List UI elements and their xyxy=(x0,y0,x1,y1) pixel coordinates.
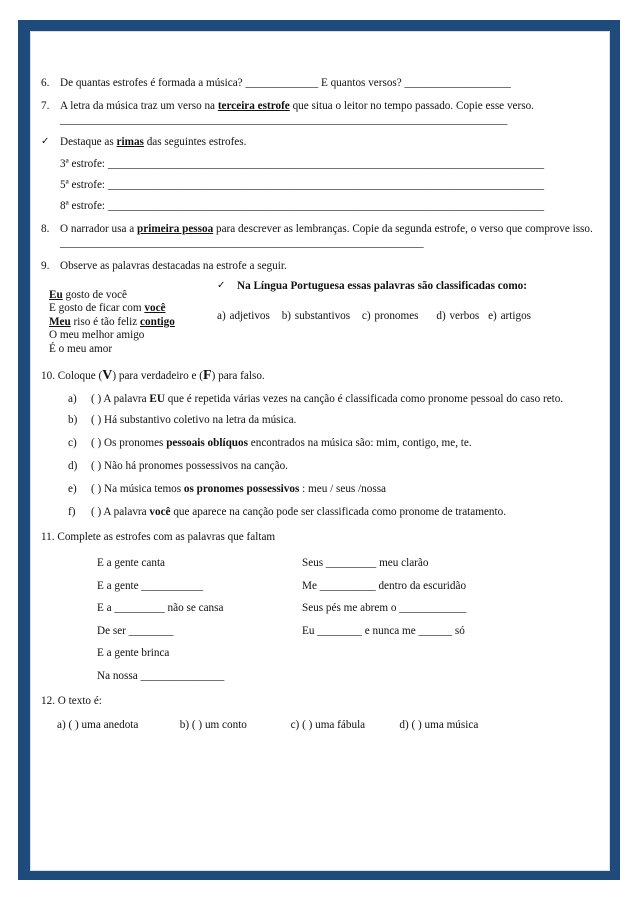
question-7 xyxy=(41,99,597,127)
poem-line: É o meu amor xyxy=(49,342,113,355)
question-text-cont: das seguintes estrofes. xyxy=(143,136,247,148)
question-text: A letra da música traz um verso na xyxy=(60,100,218,112)
emphasis: primeira pessoa xyxy=(137,223,214,235)
highlighted-word: você xyxy=(144,302,166,315)
stanza-line: E a _________ não se cansa xyxy=(97,602,224,614)
true-marker: V xyxy=(102,368,113,383)
classification-question xyxy=(217,279,539,323)
answer-line: 3ª estrofe: ______________________________________________________________________________ xyxy=(60,158,545,170)
classification-heading xyxy=(217,279,539,293)
statement-f xyxy=(41,505,597,519)
question-9 xyxy=(41,259,597,273)
poem-text: riso é tão feliz xyxy=(70,315,141,328)
question-12-options xyxy=(41,718,597,732)
option-c: c) pronomes xyxy=(361,310,419,322)
question-12: 12. O texto é: xyxy=(41,695,102,707)
statement-label: e) xyxy=(68,483,77,495)
question-text-cont: que situa o leitor no tempo passado. Copie esse verso. ________________________________________________________________________________ xyxy=(60,100,534,126)
emphasis: EU xyxy=(149,393,165,405)
question-9-body xyxy=(41,279,597,361)
emphasis: pessoais oblíquos xyxy=(166,437,248,449)
option-b: b) ( ) um conto xyxy=(179,719,247,731)
heading-text: Na Língua Portuguesa essas palavras são classificadas como: xyxy=(237,280,527,292)
option-b: b) substantivos xyxy=(281,310,351,322)
poem-text: E gosto de ficar com xyxy=(49,302,145,315)
rimas-task xyxy=(41,135,597,149)
question-text: 10. Coloque ( xyxy=(41,370,103,382)
worksheet-content xyxy=(41,38,597,732)
statement-text: ( ) Na música temos xyxy=(91,483,184,495)
question-text-end: ) para falso. xyxy=(211,370,265,382)
stanza-line: Na nossa _______________ xyxy=(97,669,225,682)
stanza-line: Me __________ dentro da escuridão xyxy=(302,579,467,592)
worksheet xyxy=(30,31,610,871)
false-marker: F xyxy=(203,368,212,383)
statement-text-cont: encontrados na música são: mim, contigo, me, te. xyxy=(247,437,472,449)
statement-text: ( ) Não há pronomes possessivos na canção. xyxy=(91,460,288,472)
question-text: Destaque as xyxy=(60,136,117,148)
question-text: Observe as palavras destacadas na estrofe a seguir. xyxy=(60,260,287,272)
option-d: d) ( ) uma música xyxy=(399,719,479,731)
stanza-line: Eu ________ e nunca me ______ só xyxy=(302,624,465,637)
statement-e xyxy=(41,482,597,496)
statement-c xyxy=(41,436,597,450)
statement-text: ( ) Há substantivo coletivo na letra da música. xyxy=(91,414,297,426)
question-text: De quantas estrofes é formada a música? _____________ E quantos versos? ___________________ xyxy=(60,77,511,89)
emphasis: terceira estrofe xyxy=(217,100,290,112)
statement-d xyxy=(41,459,597,473)
question-10 xyxy=(41,369,597,383)
stanza-line: E a gente ___________ xyxy=(97,579,203,592)
answer-line: 8ª estrofe: ______________________________________________________________________________ xyxy=(60,200,545,212)
statement-b xyxy=(41,413,597,427)
question-number: 7. xyxy=(41,100,50,112)
poem-text: gosto de você xyxy=(62,289,127,301)
checkmark-icon: ✓ xyxy=(217,280,226,291)
stanza-right xyxy=(302,556,466,646)
stanza-line: Seus _________ meu clarão xyxy=(302,557,429,569)
highlighted-word: contigo xyxy=(140,315,175,328)
option-a: a) adjetivos xyxy=(217,310,270,322)
statement-label: c) xyxy=(68,437,77,449)
answer-options xyxy=(217,309,539,323)
statement-label: f) xyxy=(68,506,76,518)
poem-line: O meu melhor amigo xyxy=(49,329,145,342)
poem-line xyxy=(49,289,175,302)
statement-text-cont: : meu / seus /nossa xyxy=(299,483,387,495)
stanza-line: De ser ________ xyxy=(97,624,174,637)
question-11: 11. Complete as estrofes com as palavras que faltam xyxy=(41,531,276,543)
option-d: d) verbos xyxy=(436,310,480,322)
option-c: c) ( ) uma fábula xyxy=(290,719,366,731)
answer-line: 5ª estrofe: ______________________________________________________________________________ xyxy=(60,179,545,191)
statement-a xyxy=(41,392,597,406)
stanza-line: Seus pés me abrem o ____________ xyxy=(302,602,467,614)
page-border xyxy=(18,20,620,880)
statement-text-cont: que é repetida várias vezes na canção é classificada como pronome pessoal do caso reto. xyxy=(164,393,564,405)
statement-text-cont: que aparece na canção pode ser classificada como pronome de tratamento. xyxy=(170,506,506,518)
statement-text: ( ) A palavra xyxy=(91,393,150,405)
stanza-left xyxy=(97,556,224,691)
statement-label: b) xyxy=(68,414,78,426)
poem-stanza xyxy=(49,289,175,356)
question-number: 9. xyxy=(41,260,50,272)
statement-label: a) xyxy=(68,393,77,405)
question-text-cont: para descrever as lembranças. Copie da segunda estrofe, o verso que comprove isso. _________________________________________________________________ xyxy=(60,223,593,249)
statement-text: ( ) A palavra xyxy=(91,506,150,518)
question-6 xyxy=(41,76,597,90)
question-text: O narrador usa a xyxy=(60,223,138,235)
emphasis: rimas xyxy=(116,136,144,148)
emphasis: você xyxy=(149,506,171,518)
highlighted-word: Meu xyxy=(49,315,71,328)
emphasis: os pronomes possessivos xyxy=(183,483,300,495)
question-8 xyxy=(41,222,597,250)
question-text-cont: ) para verdadeiro e ( xyxy=(112,370,204,382)
stanza-line: E a gente brinca xyxy=(97,647,170,659)
question-number: 6. xyxy=(41,77,50,89)
statement-text: ( ) Os pronomes xyxy=(91,437,167,449)
highlighted-word: Eu xyxy=(49,289,63,301)
poem-line xyxy=(49,302,175,315)
question-number: 8. xyxy=(41,223,50,235)
option-e: e) artigos xyxy=(488,310,532,322)
stanza-line: E a gente canta xyxy=(97,557,166,569)
statement-label: d) xyxy=(68,460,78,472)
poem-line xyxy=(49,316,175,329)
fill-in-stanzas xyxy=(97,556,597,684)
option-a: a) ( ) uma anedota xyxy=(57,719,139,731)
checkmark-icon: ✓ xyxy=(41,136,50,147)
